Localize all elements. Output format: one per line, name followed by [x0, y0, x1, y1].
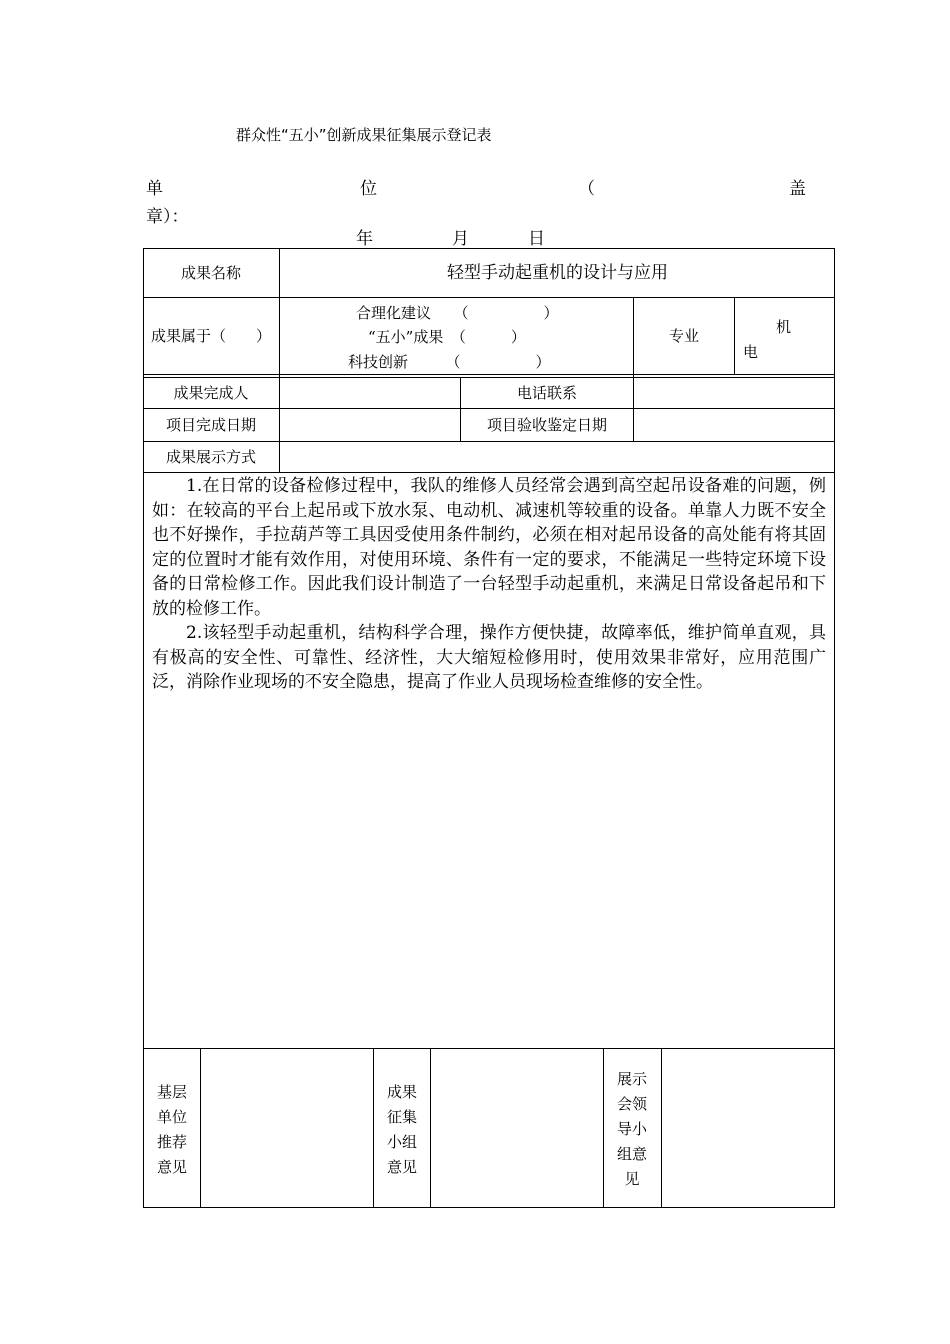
label-base-unit-opinion: 基层单位推荐意见: [156, 1083, 187, 1176]
unit-line: [146, 174, 808, 198]
description-paragraph: 1.在日常的设备检修过程中，我队的维修人员经常会遇到高空起吊设备难的问题，例如：在较高的平台上起吊或下放水泵、电动机、减速机等较重的设备。单靠人力既不安全也不好操作，手拉葫芦等工具因受使用条件制约，必须在相对起吊设备的高处能有将其固定的位置时才能有效作用，对使用环境、条件有一定的要求，不能满足一些特定环境下设备的日常检修工作。因此我们设计制造了一台轻型手动起重机，来满足日常设备起吊和下放的检修工作。: [152, 476, 826, 619]
major-value-2: 电: [743, 343, 759, 361]
label-collection-group-opinion: 成果征集小组意见: [386, 1083, 417, 1176]
form-title: 群众性“五小”创新成果征集展示登记表: [236, 126, 492, 144]
completer-value: [280, 377, 460, 408]
label-achievement-name: 成果名称: [180, 263, 241, 282]
display-method-value: [280, 441, 835, 472]
col-divider: [734, 297, 735, 374]
description-paragraph: 2.该轻型手动起重机，结构科学合理，操作方便快捷，故障率低，维护简单直观，具有极高的安全性、可靠性、经济性，大大缩短检修用时，使用效果非常好，应用范围广泛，消除作业现场的不安全隐患，提高了作业人员现场检查维修的安全性。: [152, 623, 826, 692]
label-display-method: 成果展示方式: [165, 447, 256, 466]
label-phone: 电话联系: [516, 383, 577, 402]
phone-value: [634, 377, 835, 408]
label-major: 专业: [668, 326, 699, 345]
category-options: [280, 301, 633, 373]
label-achievement-category: 成果属于（ ）: [150, 326, 271, 345]
row-divider: [143, 472, 835, 473]
col-divider: [661, 1048, 662, 1208]
col-divider: [430, 1048, 431, 1208]
achievement-name-value: 轻型手动起重机的设计与应用: [447, 262, 668, 283]
unit-char: 单: [146, 179, 163, 199]
seal-label: 章）：: [146, 207, 189, 227]
unit-char: 位: [360, 179, 377, 199]
label-exhibition-leader-opinion: 展示会领导小组意见: [616, 1070, 647, 1188]
unit-char: 盖: [789, 179, 806, 199]
col-divider: [373, 1048, 374, 1208]
date-year: 年: [356, 229, 373, 249]
date-day: 日: [528, 229, 545, 249]
option-tech-innovation: 科技创新 （ ）: [348, 353, 551, 371]
option-rationalization: 合理化建议 （ ）: [356, 304, 559, 322]
label-completer: 成果完成人: [173, 383, 249, 402]
date-month: 月: [452, 229, 469, 249]
major-value-1: 机: [776, 318, 792, 336]
completion-date-value: [280, 408, 460, 441]
label-completion-date: 项目完成日期: [165, 415, 256, 434]
acceptance-date-value: [634, 408, 835, 441]
label-acceptance-date: 项目验收鉴定日期: [486, 415, 607, 434]
row-divider: [143, 1048, 835, 1049]
option-wuxiao: “五小”成果 （ ）: [368, 328, 526, 346]
col-divider: [603, 1048, 604, 1208]
description-text: [152, 474, 826, 695]
col-divider: [200, 1048, 201, 1208]
unit-char: （: [578, 179, 595, 199]
